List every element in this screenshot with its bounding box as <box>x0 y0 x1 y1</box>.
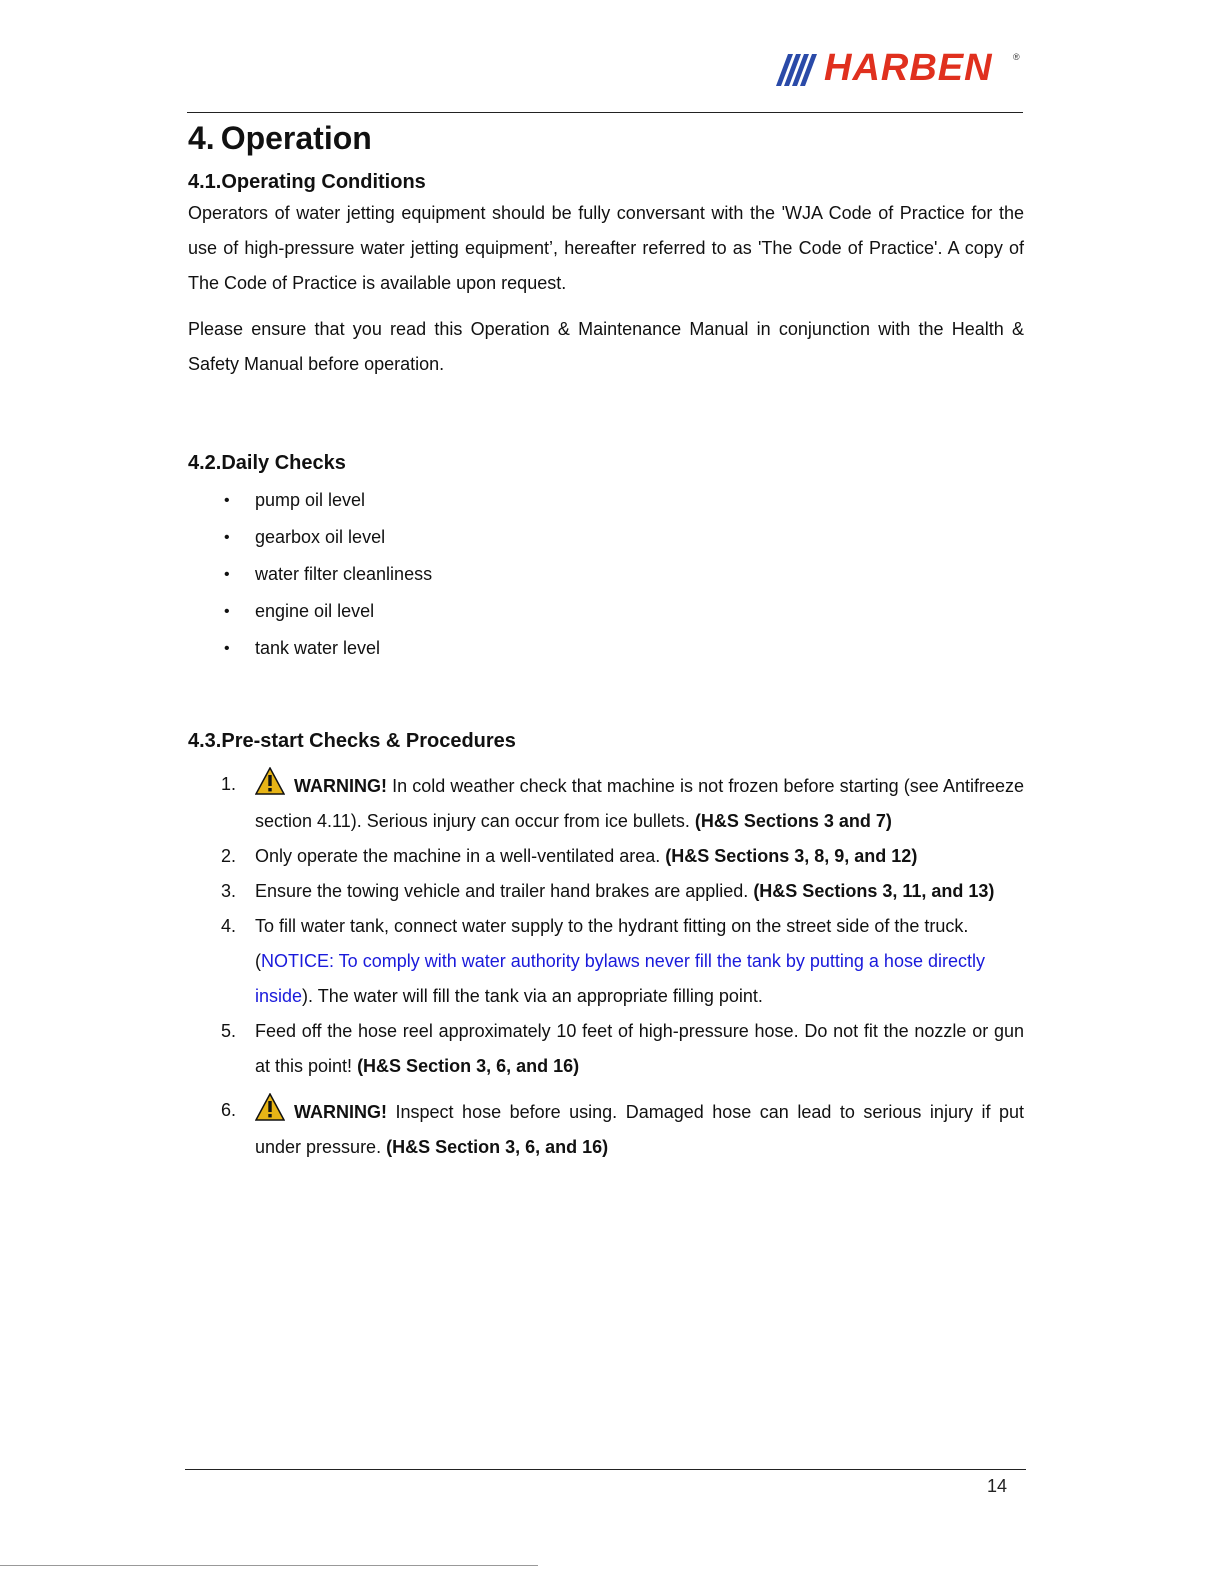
step-text: To fill water tank, connect water supply to the hydrant fitting on the street side of the truck. ( <box>255 916 969 971</box>
hs-reference: (H&S Sections 3, 8, 9, and 12) <box>665 846 918 866</box>
chapter-title-text: Operation <box>220 120 372 156</box>
list-item: • pump oil level <box>188 482 1024 519</box>
pre-start-steps-list <box>188 758 1024 1165</box>
step-number: 1. <box>221 774 237 794</box>
list-item <box>188 909 1024 1014</box>
step-number: 2. <box>221 846 237 866</box>
warning-triangle-icon <box>255 1093 285 1121</box>
step-text: Only operate the machine in a well-ventilated area. <box>255 846 666 866</box>
step-number: 3. <box>221 881 237 901</box>
list-item: • tank water level <box>188 630 1024 667</box>
list-item <box>188 839 1024 874</box>
hs-reference: (H&S Sections 3, 11, and 13) <box>753 881 995 901</box>
page-content <box>188 118 1024 1165</box>
chapter-title <box>188 118 1024 158</box>
registered-mark: ® <box>1013 52 1020 62</box>
step-text: Ensure the towing vehicle and trailer hand brakes are applied. <box>255 881 754 901</box>
notice-text: NOTICE: To comply with water authority bylaws never fill the tank by putting a hose directly inside <box>255 951 985 1006</box>
warning-label: WARNING! <box>294 1102 387 1122</box>
section-title: Pre-start Checks & Procedures <box>221 730 516 752</box>
step-number: 4. <box>221 916 237 936</box>
section-number: 4.2. <box>188 452 222 474</box>
step-text: ). The water will fill the tank via an appropriate filling point. <box>302 986 763 1006</box>
header-rule <box>187 112 1023 113</box>
page-number: 14 <box>987 1476 1008 1496</box>
hs-reference: (H&S Sections 3 and 7) <box>694 811 892 831</box>
chapter-number: 4. <box>188 120 215 156</box>
logo-text: HARBEN <box>824 47 993 89</box>
list-item <box>188 874 1024 909</box>
step-text: In cold weather check that machine is not frozen before starting (see Antifreeze section 4.11). Serious injury can occur from ice bullets. <box>255 776 1024 831</box>
harben-stripes-logo-icon <box>776 54 820 86</box>
section-heading-operating-conditions <box>188 168 1024 196</box>
hs-reference: (H&S Section 3, 6, and 16) <box>386 1137 609 1157</box>
paragraph: Operators of water jetting equipment should be fully conversant with the 'WJA Code of Practice for the use of high-pressure water jetting equipment’, hereafter referred to as 'The Code of Practice'. A copy of The Code of Practice is available upon request. <box>188 203 1024 293</box>
warning-triangle-icon <box>255 767 285 795</box>
hs-reference: (H&S Section 3, 6, and 16) <box>357 1056 580 1076</box>
list-item <box>188 1084 1024 1165</box>
harben-logo <box>776 47 1026 90</box>
step-number: 6. <box>221 1100 237 1120</box>
section-title: Daily Checks <box>221 452 346 474</box>
footnote-rule <box>0 1565 538 1566</box>
list-item: • engine oil level <box>188 593 1024 630</box>
list-item <box>188 1014 1024 1084</box>
section-number: 4.1. <box>188 171 222 193</box>
paragraph: Please ensure that you read this Operation & Maintenance Manual in conjunction with the Health & Safety Manual before operation. <box>188 319 1024 374</box>
step-text: Feed off the hose reel approximately 10 feet of high-pressure hose. Do not fit the nozzle or gun at this point! <box>255 1021 1024 1076</box>
section-number: 4.3. <box>188 730 222 752</box>
step-text: Inspect hose before using. Damaged hose can lead to serious injury if put under pressure. <box>255 1102 1024 1157</box>
section-heading-pre-start-checks <box>188 727 1024 755</box>
section-heading-daily-checks <box>188 449 1024 477</box>
section-title: Operating Conditions <box>221 171 426 193</box>
list-item: • gearbox oil level <box>188 519 1024 556</box>
daily-checks-list <box>188 482 1024 667</box>
list-item <box>188 758 1024 839</box>
step-number: 5. <box>221 1021 237 1041</box>
warning-label: WARNING! <box>294 776 387 796</box>
footer-rule <box>185 1469 1026 1470</box>
list-item: • water filter cleanliness <box>188 556 1024 593</box>
